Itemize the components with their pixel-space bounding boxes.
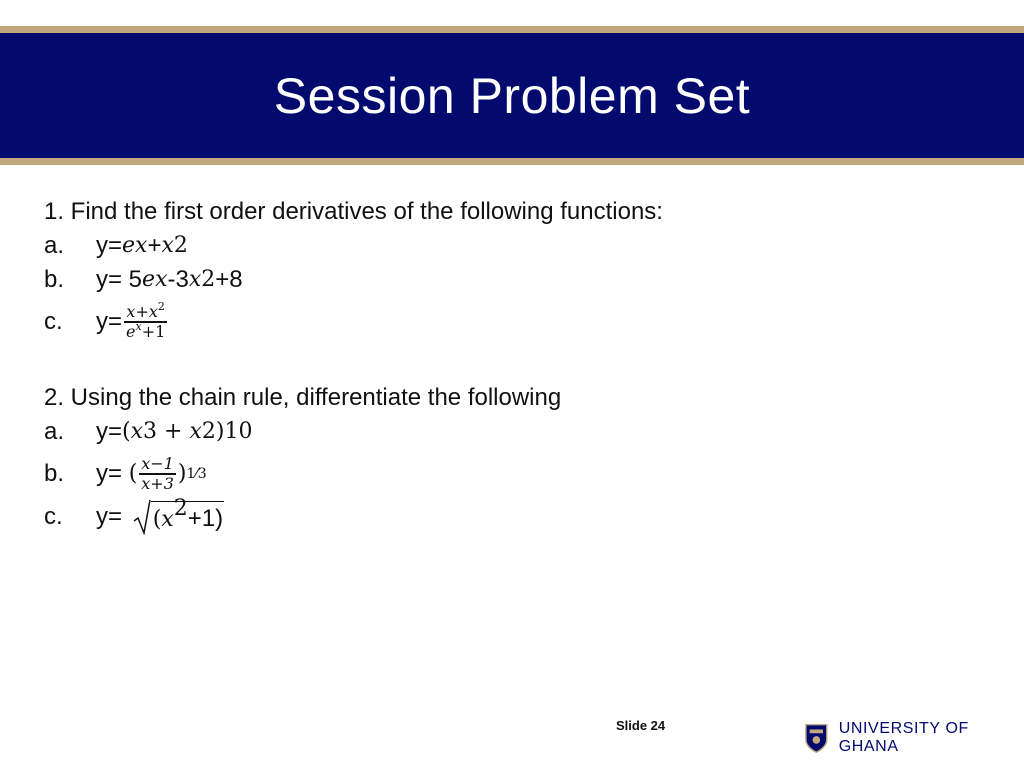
slide-title: Session Problem Set: [273, 67, 751, 124]
item-letter: b.: [44, 266, 65, 293]
logo-text: UNIVERSITY OF GHANA: [838, 720, 969, 755]
problem-2c: [44, 496, 944, 535]
equation: y= ( x 3 + x 2 ) 10: [96, 418, 253, 445]
fraction: $\frac{x-1}{x+3}$: [141, 454, 174, 493]
problem-1b: [44, 263, 944, 297]
problem-2a: [44, 415, 944, 449]
bottom-accent-rule: [0, 158, 1024, 165]
equation: y= $\frac{x+x^2}{e^x+1}$: [96, 300, 166, 341]
equation: y= $(x^2+1)$: [96, 499, 224, 535]
equation: y= ( $\frac{x-1}{x+3}$ ) 1⁄3: [96, 454, 207, 493]
fraction: $\frac{x+x^2}{e^x+1}$: [126, 300, 166, 341]
problem-1a: [44, 229, 944, 263]
title-banner: [0, 33, 1024, 158]
university-logo: [804, 720, 1024, 756]
problem-1-heading: 1. Find the first order derivatives of the following functions:: [44, 198, 663, 225]
equation: y= e x + x 2: [96, 232, 188, 259]
item-letter: a.: [44, 232, 65, 259]
problem-1c: [44, 297, 944, 347]
item-letter: b.: [44, 460, 65, 487]
radical-sign-icon: [133, 499, 151, 535]
item-letter: c.: [44, 503, 63, 530]
equation: y= 5 e x -3 x 2 +8: [96, 266, 243, 293]
square-root: $(x^2+1)$: [133, 499, 224, 535]
crest-icon: [804, 722, 829, 754]
item-letter: c.: [44, 308, 63, 335]
slide-number: Slide 24: [616, 718, 666, 733]
problem-2b: [44, 449, 944, 499]
problem-content: [44, 195, 944, 535]
problem-2-heading: 2. Using the chain rule, differentiate the following: [44, 384, 562, 411]
top-accent-rule: [0, 26, 1024, 33]
item-letter: a.: [44, 418, 65, 445]
